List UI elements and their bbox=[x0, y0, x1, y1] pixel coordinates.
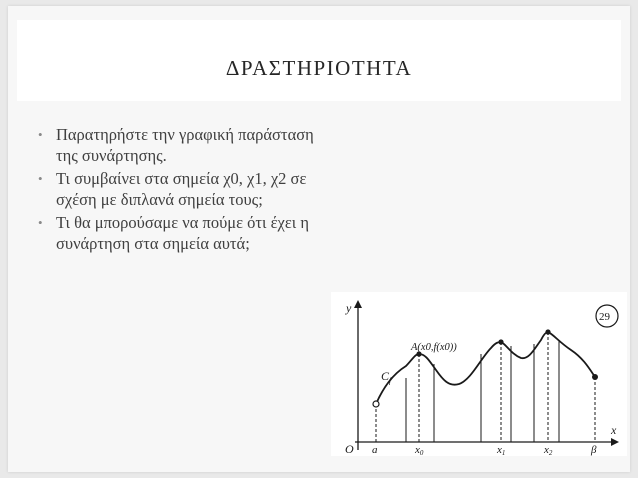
bullet-marker: • bbox=[38, 171, 43, 186]
bullet-item bbox=[38, 168, 328, 210]
exercise-badge: 29 bbox=[599, 311, 610, 323]
origin-label: O bbox=[345, 442, 354, 456]
function-graph-figure bbox=[331, 292, 627, 456]
bullet-marker: • bbox=[38, 127, 43, 142]
x-axis-arrow bbox=[611, 438, 619, 446]
point-a-label: A(x0,f(x0)) bbox=[411, 342, 457, 353]
bullet-text: Τι θα μπορούσαμε να πούμε ότι έχει η συνάρτηση στα σημεία αυτά; bbox=[56, 213, 309, 253]
point-x1 bbox=[498, 339, 503, 344]
point-x2 bbox=[545, 329, 550, 334]
y-axis-arrow bbox=[354, 300, 362, 308]
endpoint-a bbox=[373, 401, 379, 407]
bullet-text: Τι συμβαίνει στα σημεία χ0, χ1, χ2 σε σχέση με διπλανά σημεία τους; bbox=[56, 169, 307, 209]
bullet-marker: • bbox=[38, 215, 43, 230]
slide-title: ΔΡΑΣΤΗΡΙΟΤΗΤΑ bbox=[225, 56, 413, 80]
function-graph bbox=[331, 292, 627, 456]
bullet-item bbox=[38, 124, 328, 166]
y-axis-label: y bbox=[346, 301, 352, 315]
tick-label-a: a bbox=[372, 444, 378, 456]
bullet-item bbox=[38, 212, 328, 254]
title-band bbox=[17, 20, 621, 101]
bullet-list bbox=[38, 124, 328, 256]
tick-label-b: β bbox=[591, 444, 597, 456]
slide bbox=[8, 6, 630, 472]
tick-label-x2: x2 bbox=[544, 444, 553, 456]
tick-label-x0: x0 bbox=[415, 444, 424, 456]
bullet-text: Παρατηρήστε την γραφική παράσταση της συνάρτησης. bbox=[56, 125, 314, 165]
x-axis-label: x bbox=[611, 423, 617, 437]
tick-label-x1: x1 bbox=[497, 444, 506, 456]
endpoint-b bbox=[592, 374, 598, 380]
curve-label: $C_f$ bbox=[381, 369, 392, 385]
function-curve bbox=[376, 332, 595, 404]
